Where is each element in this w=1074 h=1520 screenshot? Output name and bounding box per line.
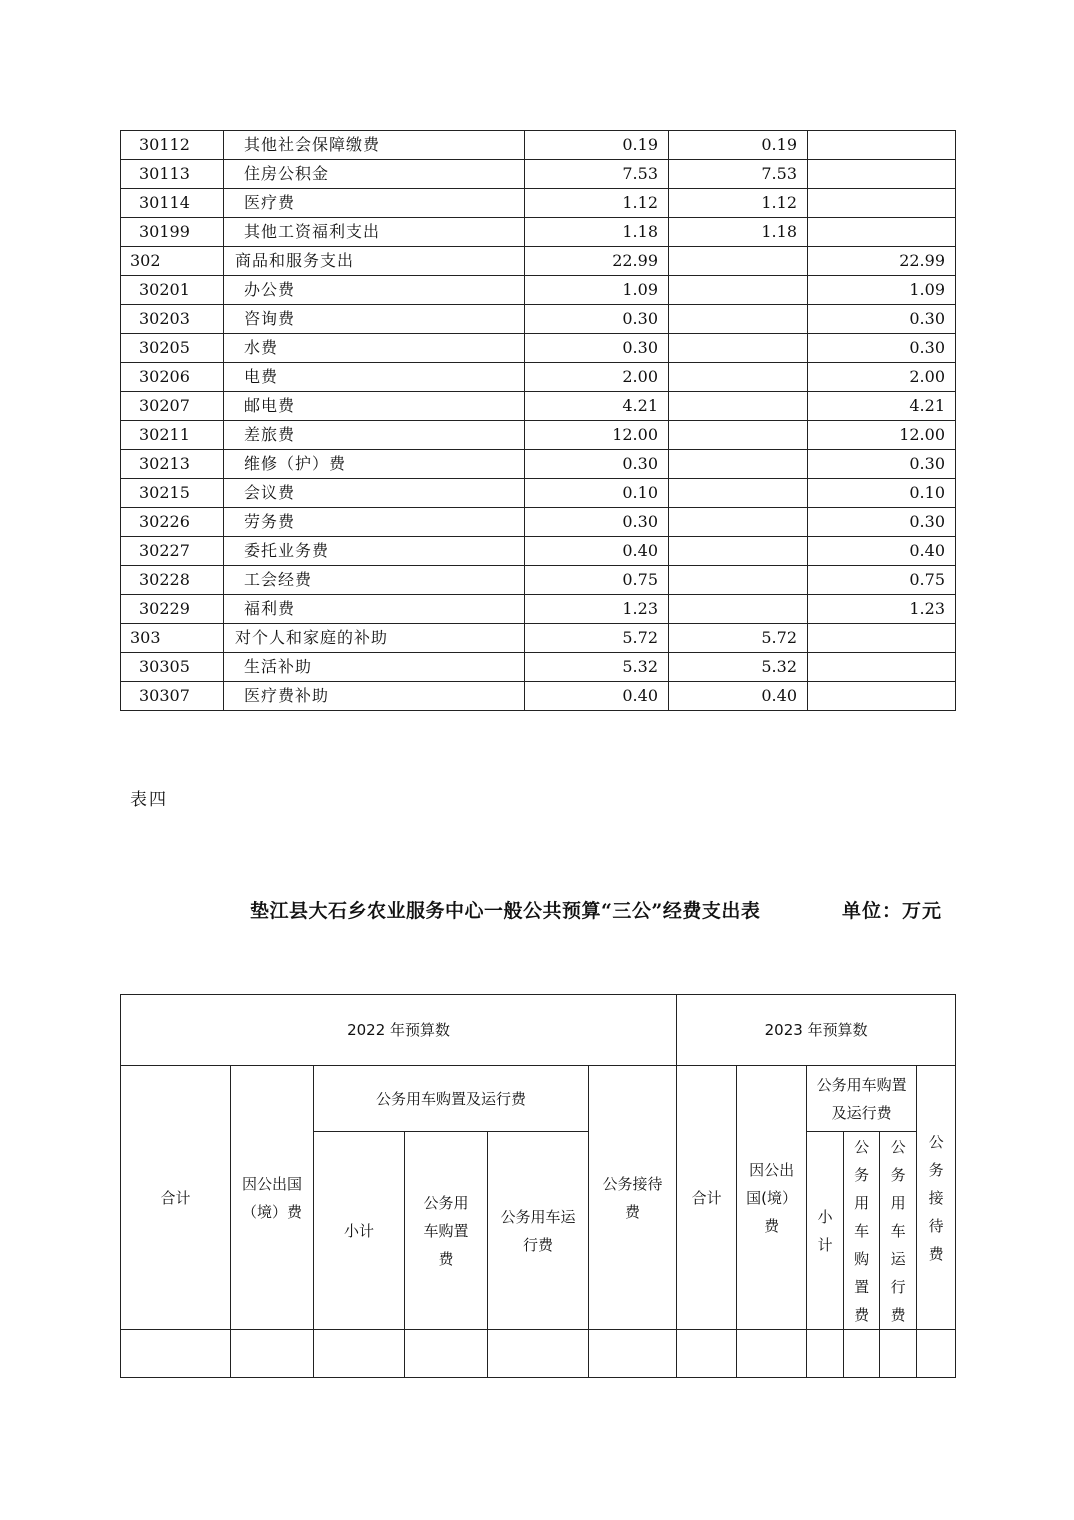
- row-basic: [669, 508, 808, 537]
- row-code: 30211: [121, 421, 224, 450]
- empty-cell: [737, 1330, 807, 1378]
- three-public-expense-table: [120, 994, 956, 1378]
- row-project: 0.30: [808, 334, 956, 363]
- row-total: 12.00: [525, 421, 669, 450]
- row-code: 30114: [121, 189, 224, 218]
- row-total: 0.30: [525, 305, 669, 334]
- table-row: [121, 595, 956, 624]
- row-code: 30206: [121, 363, 224, 392]
- header-2023-operation: 公务用车运行费: [880, 1132, 917, 1330]
- table-label: 表四: [130, 790, 168, 810]
- row-code: 30228: [121, 566, 224, 595]
- row-name: 邮电费: [224, 392, 525, 421]
- header-2022-total: 合计: [121, 1066, 231, 1330]
- row-basic: 5.72: [669, 624, 808, 653]
- row-code: 30112: [121, 131, 224, 160]
- row-code: 30203: [121, 305, 224, 334]
- table-row: [121, 392, 956, 421]
- row-basic: [669, 450, 808, 479]
- table-row: [121, 624, 956, 653]
- empty-cell: [807, 1330, 844, 1378]
- row-project: 0.75: [808, 566, 956, 595]
- empty-cell: [844, 1330, 880, 1378]
- empty-cell: [121, 1330, 231, 1378]
- row-basic: [669, 566, 808, 595]
- row-project: 0.10: [808, 479, 956, 508]
- row-basic: 5.32: [669, 653, 808, 682]
- row-code: 30199: [121, 218, 224, 247]
- table-row: [121, 479, 956, 508]
- row-total: 2.00: [525, 363, 669, 392]
- row-project: [808, 131, 956, 160]
- row-total: 1.09: [525, 276, 669, 305]
- row-project: [808, 160, 956, 189]
- row-basic: 0.19: [669, 131, 808, 160]
- row-name: 会议费: [224, 479, 525, 508]
- row-project: 0.30: [808, 508, 956, 537]
- row-project: 0.30: [808, 450, 956, 479]
- row-basic: [669, 537, 808, 566]
- row-name: 办公费: [224, 276, 525, 305]
- row-total: 7.53: [525, 160, 669, 189]
- row-total: 1.12: [525, 189, 669, 218]
- row-project: 4.21: [808, 392, 956, 421]
- row-project: 0.30: [808, 305, 956, 334]
- table-row: [121, 363, 956, 392]
- row-project: [808, 624, 956, 653]
- row-name: 生活补助: [224, 653, 525, 682]
- row-project: 0.40: [808, 537, 956, 566]
- row-project: [808, 653, 956, 682]
- header-2023-purchase: 公务用车购置费: [844, 1132, 880, 1330]
- row-project: 1.23: [808, 595, 956, 624]
- header-2023-vehicle: 公务用车购置及运行费: [807, 1066, 917, 1132]
- table-row: [121, 537, 956, 566]
- row-code: 30113: [121, 160, 224, 189]
- row-project: [808, 218, 956, 247]
- row-code: 30213: [121, 450, 224, 479]
- row-basic: 7.53: [669, 160, 808, 189]
- header-2022-reception: 公务接待费: [589, 1066, 677, 1330]
- table-row: [121, 566, 956, 595]
- empty-cell: [880, 1330, 917, 1378]
- row-code: 30307: [121, 682, 224, 711]
- row-total: 0.10: [525, 479, 669, 508]
- header-2022-purchase: 公务用车购置费: [405, 1132, 488, 1330]
- unit-label: 单位：万元: [842, 900, 943, 922]
- expense-detail-body: [121, 131, 956, 711]
- table-row: [121, 160, 956, 189]
- row-code: 303: [121, 624, 224, 653]
- table-row: [121, 421, 956, 450]
- row-name: 其他工资福利支出: [224, 218, 525, 247]
- row-basic: [669, 479, 808, 508]
- row-name: 水费: [224, 334, 525, 363]
- row-basic: [669, 305, 808, 334]
- row-total: 22.99: [525, 247, 669, 276]
- row-name: 维修（护）费: [224, 450, 525, 479]
- row-total: 0.30: [525, 508, 669, 537]
- empty-cell: [314, 1330, 405, 1378]
- row-code: 30207: [121, 392, 224, 421]
- header-2022-vehicle: 公务用车购置及运行费: [314, 1066, 589, 1132]
- row-code: 30229: [121, 595, 224, 624]
- row-code: 30305: [121, 653, 224, 682]
- row-name: 委托业务费: [224, 537, 525, 566]
- row-code: 30226: [121, 508, 224, 537]
- table-row: [121, 450, 956, 479]
- expense-detail-table: [120, 130, 956, 711]
- header-2022-operation: 公务用车运行费: [488, 1132, 589, 1330]
- row-project: 1.09: [808, 276, 956, 305]
- row-code: 30205: [121, 334, 224, 363]
- header-2023-total: 合计: [677, 1066, 737, 1330]
- table-row: [121, 334, 956, 363]
- header-2023-abroad: 因公出国(境）费: [737, 1066, 807, 1330]
- row-total: 0.40: [525, 537, 669, 566]
- table-row: [121, 1330, 956, 1378]
- row-total: 0.75: [525, 566, 669, 595]
- empty-cell: [677, 1330, 737, 1378]
- row-total: 0.30: [525, 334, 669, 363]
- header-2023-subtotal: 小计: [807, 1132, 844, 1330]
- row-total: 4.21: [525, 392, 669, 421]
- table-row: [121, 276, 956, 305]
- row-name: 对个人和家庭的补助: [224, 624, 525, 653]
- empty-cell: [917, 1330, 956, 1378]
- row-project: [808, 189, 956, 218]
- table-row: [121, 508, 956, 537]
- row-project: 22.99: [808, 247, 956, 276]
- row-code: 30201: [121, 276, 224, 305]
- row-total: 5.32: [525, 653, 669, 682]
- row-total: 1.23: [525, 595, 669, 624]
- row-name: 其他社会保障缴费: [224, 131, 525, 160]
- table-row: [121, 218, 956, 247]
- empty-cell: [231, 1330, 314, 1378]
- row-name: 差旅费: [224, 421, 525, 450]
- row-name: 电费: [224, 363, 525, 392]
- empty-cell: [405, 1330, 488, 1378]
- row-name: 医疗费: [224, 189, 525, 218]
- row-basic: [669, 595, 808, 624]
- row-basic: [669, 334, 808, 363]
- row-basic: 0.40: [669, 682, 808, 711]
- row-name: 商品和服务支出: [224, 247, 525, 276]
- row-basic: [669, 421, 808, 450]
- empty-cell: [488, 1330, 589, 1378]
- table-row: [121, 131, 956, 160]
- row-name: 福利费: [224, 595, 525, 624]
- row-basic: [669, 276, 808, 305]
- row-project: 2.00: [808, 363, 956, 392]
- row-name: 工会经费: [224, 566, 525, 595]
- table-row: [121, 247, 956, 276]
- year-2023-header: 2023 年预算数: [677, 995, 956, 1066]
- table-row: [121, 305, 956, 334]
- row-total: 5.72: [525, 624, 669, 653]
- row-code: 30227: [121, 537, 224, 566]
- year-2022-header: 2022 年预算数: [121, 995, 677, 1066]
- header-2023-reception: 公务接待费: [917, 1066, 956, 1330]
- row-basic: [669, 363, 808, 392]
- row-name: 住房公积金: [224, 160, 525, 189]
- empty-cell: [589, 1330, 677, 1378]
- row-project: [808, 682, 956, 711]
- row-basic: 1.18: [669, 218, 808, 247]
- row-total: 0.19: [525, 131, 669, 160]
- row-total: 1.18: [525, 218, 669, 247]
- row-total: 0.40: [525, 682, 669, 711]
- table-row: [121, 653, 956, 682]
- table-row: [121, 189, 956, 218]
- header-2022-abroad: 因公出国（境）费: [231, 1066, 314, 1330]
- row-total: 0.30: [525, 450, 669, 479]
- header-2022-subtotal: 小计: [314, 1132, 405, 1330]
- row-basic: [669, 247, 808, 276]
- row-name: 医疗费补助: [224, 682, 525, 711]
- row-basic: 1.12: [669, 189, 808, 218]
- row-code: 302: [121, 247, 224, 276]
- row-name: 劳务费: [224, 508, 525, 537]
- row-basic: [669, 392, 808, 421]
- table-title: 垫江县大石乡农业服务中心一般公共预算“三公”经费支出表: [250, 900, 761, 922]
- row-code: 30215: [121, 479, 224, 508]
- row-project: 12.00: [808, 421, 956, 450]
- table-row: [121, 682, 956, 711]
- row-name: 咨询费: [224, 305, 525, 334]
